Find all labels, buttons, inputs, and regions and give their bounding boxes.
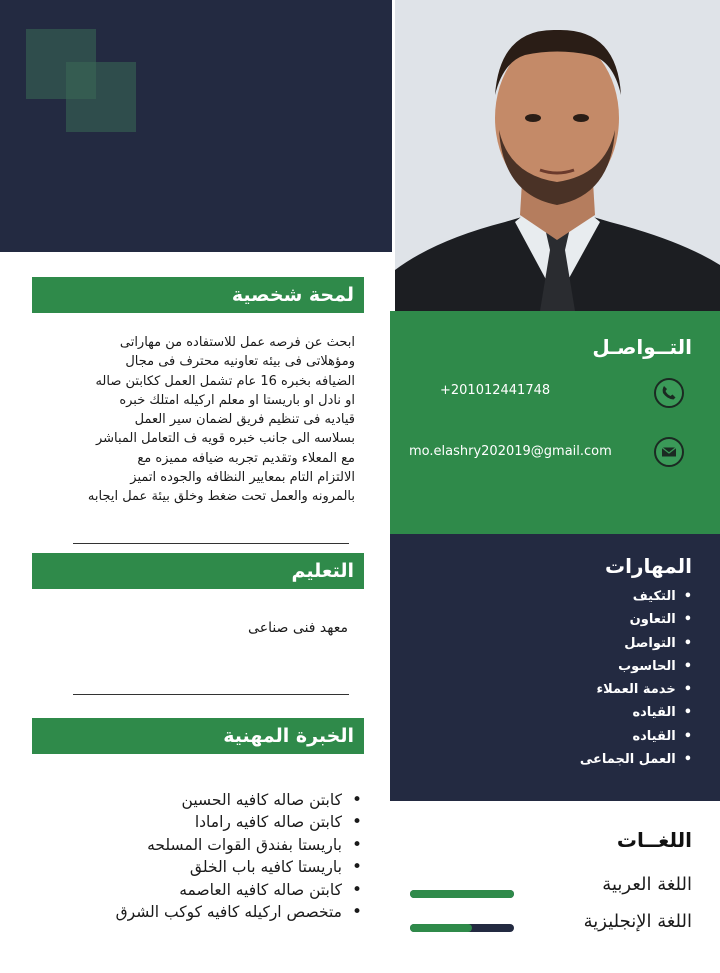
language-name: اللغة الإنجليزية: [583, 911, 692, 932]
experience-item: • باريستا كافيه باب الخلق: [42, 856, 362, 878]
skill-item: • التعاون: [492, 608, 692, 631]
experience-item: • كابتن صاله كافيه الحسين: [42, 789, 362, 811]
experience-list: [42, 789, 362, 923]
phone-glyph: [656, 380, 682, 406]
envelope-icon: [654, 437, 684, 467]
profile-line: ومؤهلاتى فى بيئه تعاونيه محترف فى مجال: [125, 354, 355, 370]
languages-heading: اللغــات: [616, 828, 692, 852]
language-level-bar: [410, 890, 514, 898]
profile-text: [15, 333, 355, 507]
experience-item: • كابتن صاله كافيه رامادا: [42, 811, 362, 833]
skills-heading: المهارات: [605, 554, 692, 578]
envelope-glyph: [656, 439, 682, 465]
language-level-fill: [410, 924, 472, 932]
profile-heading: لمحة شخصية: [32, 277, 364, 313]
divider: [73, 694, 349, 695]
skill-item: • القياده: [492, 701, 692, 724]
decor-square: [66, 62, 136, 132]
experience-item: • كابتن صاله كافيه العاصمه: [42, 879, 362, 901]
portrait-illustration: [395, 0, 720, 311]
experience-item: • باريستا بفندق القوات المسلحه: [42, 834, 362, 856]
language-level-fill: [410, 890, 514, 898]
email-address[interactable]: mo.elashry202019@gmail.com: [409, 444, 612, 459]
phone-icon: [654, 378, 684, 408]
skill-item: • التواصل: [492, 632, 692, 655]
language-level-bar: [410, 924, 514, 932]
phone-number[interactable]: +201012441748: [440, 383, 551, 398]
skill-item: • القياده: [492, 725, 692, 748]
education-item: معهد فنى صناعى: [248, 620, 348, 636]
skill-item: • التكيف: [492, 585, 692, 608]
language-name: اللغة العربية: [602, 874, 692, 895]
skills-list: [492, 585, 692, 771]
profile-line: قياديه فى تنظيم فريق لضمان سير العمل: [134, 412, 355, 428]
profile-photo: [395, 0, 720, 311]
experience-item: • متخصص اركيله كافيه كوكب الشرق: [42, 901, 362, 923]
contact-heading: التــواصـل: [592, 335, 692, 359]
divider: [73, 543, 349, 544]
skill-item: • الحاسوب: [492, 655, 692, 678]
profile-line: بسلاسه الى جانب خبره قويه ف التعامل المباشر: [95, 431, 355, 447]
profile-line: بالمرونه والعمل تحت ضغط وخلق بيئة عمل ايجابه: [87, 489, 355, 505]
skill-item: • العمل الجماعى: [492, 748, 692, 771]
profile-line: الضيافه بخبره 16 عام تشمل العمل ككابتن صاله: [95, 373, 355, 389]
profile-line: او نادل او باريستا او معلم اركيله امتلك خبره: [119, 392, 355, 408]
education-heading: التعليم: [32, 553, 364, 589]
experience-heading: الخبرة المهنية: [32, 718, 364, 754]
profile-line: ابحث عن فرصه عمل للاستفاده من مهاراتى: [119, 335, 355, 350]
skill-item: • خدمة العملاء: [492, 678, 692, 701]
profile-line: مع المعلاء وتقديم تجربه ضيافه مميزه مع: [137, 450, 355, 466]
profile-line: الالتزام التام بمعايير النظافه والجوده اتميز: [130, 470, 355, 486]
